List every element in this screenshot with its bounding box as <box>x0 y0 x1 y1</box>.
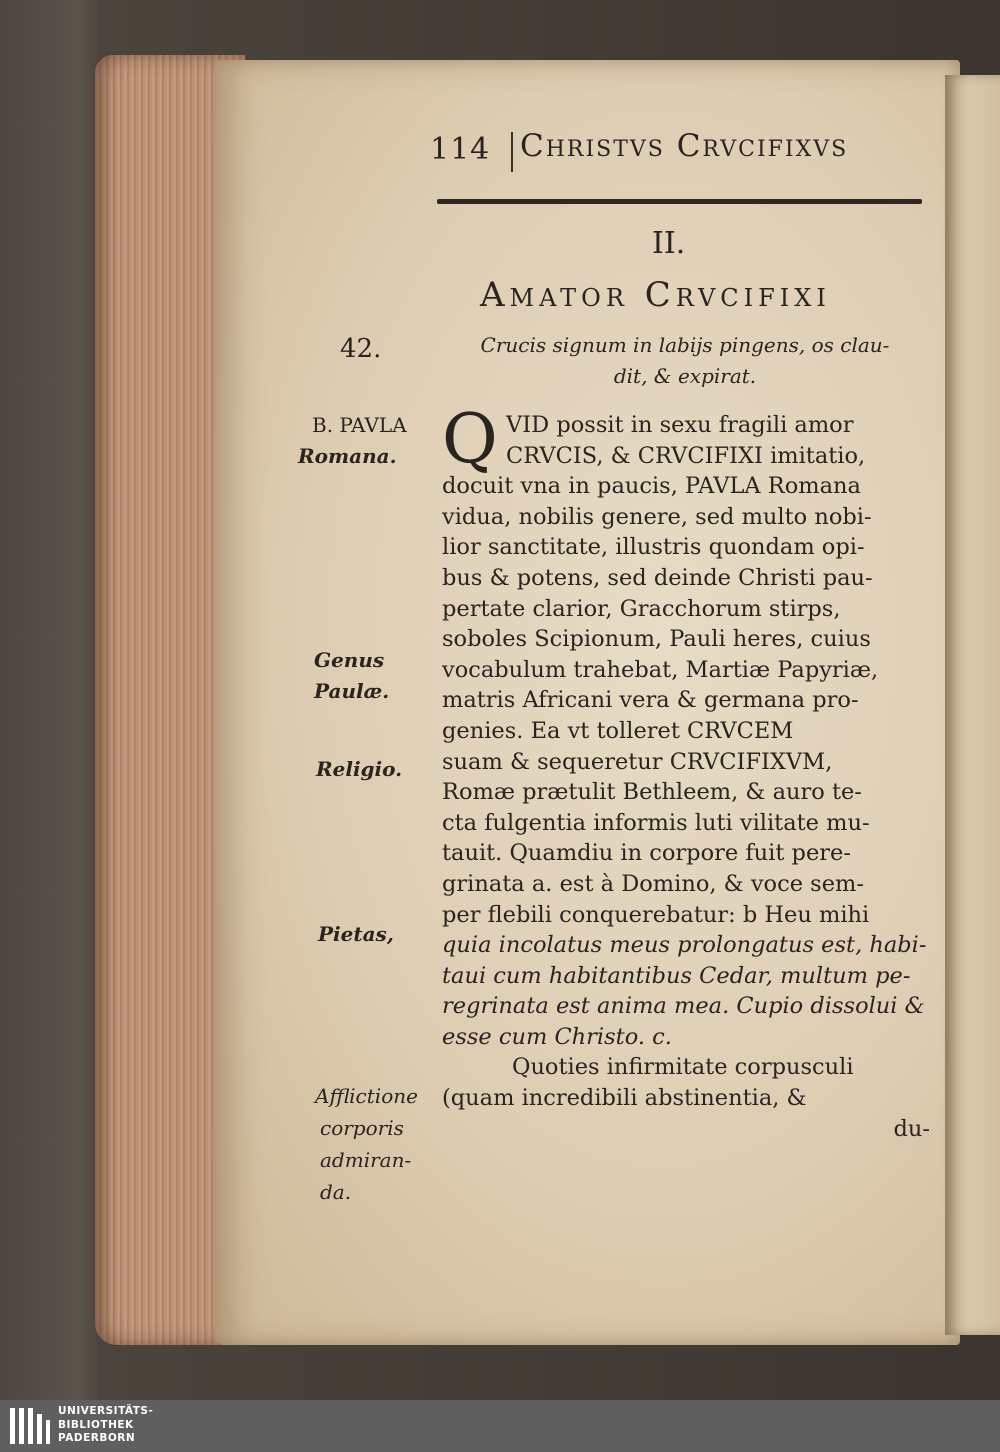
header-divider <box>511 132 513 172</box>
summary-line: Crucis signum in labijs pingens, os clau- <box>480 333 890 357</box>
body-line: vocabulum trahebat, Martiæ Papyriæ, <box>442 656 879 683</box>
library-name-line: PADERBORN <box>58 1432 136 1444</box>
drop-capital: Q <box>442 400 498 479</box>
summary-line: dit, & expirat. <box>613 364 757 388</box>
library-name-line: UNIVERSITÄTS- <box>58 1405 154 1417</box>
body-line: pertate clarior, Gracchorum stirps, <box>442 595 841 622</box>
body-line: soboles Scipionum, Pauli heres, cuius <box>442 626 871 653</box>
body-line: bus & potens, sed deinde Christi pau- <box>442 564 873 591</box>
body-line: VID possit in sexu fragili amor <box>506 412 854 438</box>
margin-note-corporis: corporis <box>320 1116 404 1140</box>
body-line: grinata a. est à Domino, & voce sem- <box>442 870 864 897</box>
library-logo-icon <box>8 1404 52 1448</box>
body-line: tauit. Quamdiu in corpore fuit pere- <box>442 840 851 867</box>
body-line: Romæ prætulit Bethleem, & auro te- <box>442 779 862 806</box>
body-line: suam & sequeretur CRVCIFIXVM, <box>442 748 833 775</box>
body-line: lior sanctitate, illustris quondam opi- <box>442 534 865 561</box>
body-text <box>442 400 930 1144</box>
library-footer <box>0 1400 1000 1452</box>
body-line: esse cum Christo. c. <box>442 1023 672 1050</box>
margin-note-afflictione: Afflictione <box>315 1084 418 1108</box>
catchword: du- <box>893 1115 930 1142</box>
library-name <box>58 1405 153 1446</box>
library-name-line: BIBLIOTHEK <box>58 1418 134 1431</box>
margin-note-religio: Religio. <box>316 757 403 781</box>
body-line: matris Africani vera & germana pro- <box>442 687 859 714</box>
body-line: cta fulgentia informis luti vilitate mu- <box>442 809 870 836</box>
body-line: CRVCIS, & CRVCIFIXI imitatio, <box>506 442 866 469</box>
margin-note-paula: B. PAVLA <box>312 413 407 437</box>
body-line: vidua, nobilis genere, sed multo nobi- <box>442 503 872 530</box>
body-line: Quoties infirmitate corpusculi <box>512 1054 854 1081</box>
margin-note-pietas: Pietas, <box>318 922 394 946</box>
running-title: Christvs Crvcifixvs <box>520 128 849 164</box>
page-number: 114 <box>430 132 491 167</box>
margin-note-paulae: Paulæ. <box>314 679 390 703</box>
body-line: taui cum habitantibus Cedar, multum pe- <box>442 962 911 989</box>
header-rule <box>437 199 922 204</box>
margin-note-genus: Genus <box>314 648 385 672</box>
section-summary <box>445 330 925 392</box>
body-line: regrinata est anima mea. Cupio dissolui & <box>442 993 925 1020</box>
body-line: quia incolatus meus prolongatus est, habi- <box>442 932 927 959</box>
facing-page-edge <box>945 75 1000 1335</box>
margin-note-romana: Romana. <box>298 444 397 468</box>
body-line: per flebili conquerebatur: b Heu mihi <box>442 901 870 928</box>
margin-number: 42. <box>340 334 382 364</box>
body-line: (quam incredibili abstinentia, & <box>442 1085 807 1112</box>
margin-note-admiranda: admiran- <box>320 1148 412 1172</box>
body-line: genies. Ea vt tolleret CRVCEM <box>442 717 794 744</box>
body-line: docuit vna in paucis, PAVLA Romana <box>442 473 861 500</box>
section-title: Amator Crvcifixi <box>480 275 831 315</box>
margin-note-da: da. <box>320 1180 352 1204</box>
section-number: II. <box>652 226 686 261</box>
